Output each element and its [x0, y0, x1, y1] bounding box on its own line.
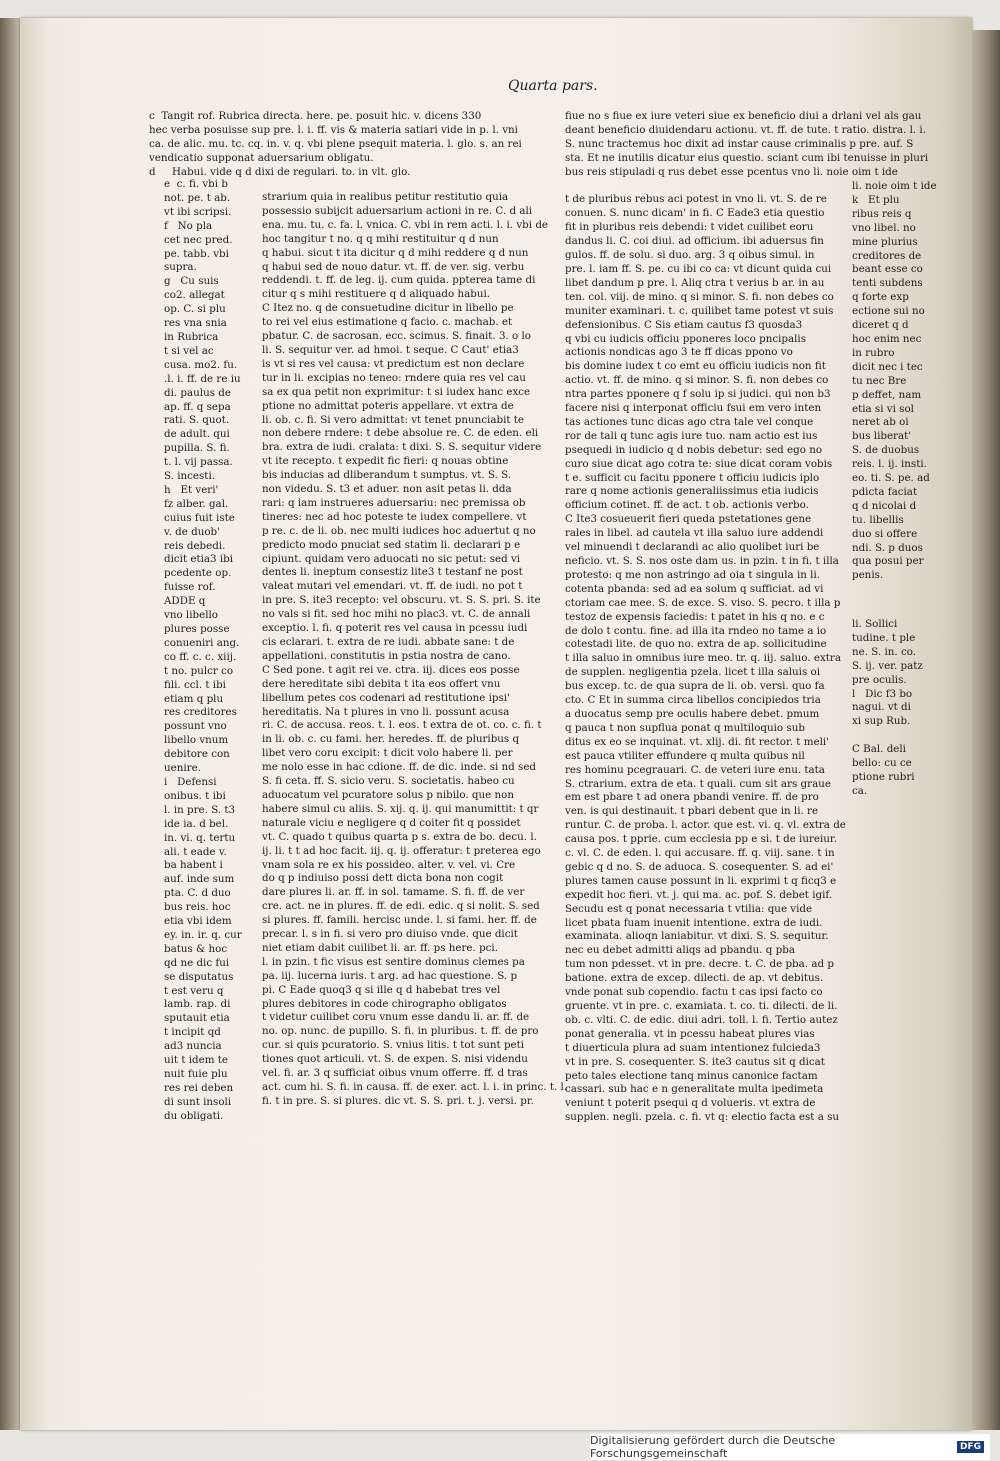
text-line: protesto: q me non astringo ad oia t singula in li.	[565, 568, 821, 581]
text-line: qd ne dic fui	[164, 956, 230, 969]
text-line: t e. sufficit cu facitu pponere t officiu iudicis iplo	[565, 471, 820, 484]
text-line: ij. li. t t ad hoc facit. iij. q. ij. offeratur: t preterea ego	[262, 844, 541, 857]
text-line: C Ite3 cosueuerit fieri queda pstetationes gene	[565, 513, 812, 526]
text-line: gebic q d no. S. de aduoca. S. cosequenter. S. ad ei'	[565, 860, 834, 873]
text-line: rare q nome actionis generaliissimus etia iudicis	[565, 485, 819, 498]
column1-top	[149, 110, 529, 180]
text-line: uit t idem te	[164, 1054, 228, 1067]
column2-text	[262, 191, 568, 1109]
text-line: testoz de expensis faciedis: t patet in his q no. e c	[565, 610, 825, 623]
text-line: muniter examinari. t. c. quilibet tame potest vt suis	[565, 304, 834, 317]
text-line: cto. C Et in summa circa libellos concipiedos tria	[565, 694, 821, 707]
text-line: ap. ff. q sepa	[164, 400, 231, 413]
text-line: ba habent i	[164, 859, 223, 872]
text-line: etia vbi idem	[164, 915, 232, 928]
text-line	[852, 1021, 960, 1035]
text-line: in Rubrica	[164, 330, 219, 343]
text-line: ide ia. d bel.	[164, 817, 229, 830]
text-line: ali. t eade v.	[164, 845, 227, 858]
text-line: ectione sui no	[852, 305, 925, 318]
text-line: res creditores	[164, 706, 237, 719]
text-line: ptione no admittat poteris appellare. vt extra de	[262, 399, 514, 412]
column4-gloss-upper	[852, 180, 960, 583]
text-line: tur in li. excipias no teneo: rndere quia res vel cau	[262, 371, 526, 384]
text-line: ne. S. in. co.	[852, 645, 917, 658]
text-line: tineres: nec ad hoc poteste te iudex compellere. vt	[262, 510, 527, 523]
text-line: plures debitores in code chirographo obligatos	[262, 997, 507, 1010]
text-line: d Habui. vide q d dixi de regulari. to. in vlt. glo.	[149, 165, 411, 178]
text-line: ven. is qui destinauit. t pbari debent que in li. re	[565, 805, 819, 818]
text-line: beant esse co	[852, 263, 923, 276]
text-line: in. vi. q. tertu	[164, 831, 236, 844]
text-line: t incipit qd	[164, 1026, 221, 1039]
text-line: li. noie oim t ide	[852, 180, 937, 192]
text-line: rari: q iam instrueres aduersariu: nec premissa ob	[262, 496, 526, 509]
text-line: ADDE q	[164, 595, 206, 608]
text-line: vel minuendi t declarandi ac alio quolibet iuri be	[565, 541, 820, 554]
text-line: Secudu est q ponat necessaria t vtilia: que vide	[565, 902, 813, 915]
text-line: a duocatus semp pre oculis habere debet. pmum	[565, 707, 820, 720]
text-line	[852, 1007, 960, 1021]
text-line: ptione rubri	[852, 770, 915, 783]
text-line: cuius fuit iste	[164, 511, 235, 524]
text-line: supplen. negli. pzela. c. fi. vt q: electio facta est a su	[565, 1111, 840, 1124]
text-line: tas actiones tunc dicas ago ctra tale vel conque	[565, 415, 814, 428]
text-line: tiones quot articuli. vt. S. de expen. S. nisi videndu	[262, 1053, 528, 1066]
text-line: possunt vno	[164, 720, 227, 733]
text-line: vno libel. no	[852, 221, 916, 234]
text-line: officium cotinet. ff. de act. t ob. actionis verbo.	[565, 499, 809, 512]
text-line	[852, 729, 960, 743]
text-line: me nolo esse in hac cdione. ff. de dic. inde. si nd sed	[262, 761, 537, 774]
text-line	[852, 924, 960, 938]
text-line: pe. tabb. vbi	[164, 247, 229, 260]
text-line: eo. ti. S. pe. ad	[852, 472, 930, 485]
text-line: batus & hoc	[164, 942, 228, 955]
text-line: hoc tangitur t no. q q mihi restituitur q d nun	[262, 232, 499, 245]
digitization-credit	[590, 1434, 990, 1460]
text-line: C Sed pone. t agit rei ve. ctra. iij. dices eos posse	[262, 663, 520, 676]
text-line	[852, 813, 960, 827]
text-line: cipiunt. quidam vero aduocati no sic petut: sed vi	[262, 552, 521, 565]
text-line: bus reis. hoc	[164, 901, 231, 914]
text-line: vendicatio supponat aduersarium obligatu.	[149, 151, 374, 164]
text-line: sa ex qua petit non exprimitur: t si iudex hanc exce	[262, 385, 531, 398]
text-line: ponat generalia. vt in pcessu habeat plures vias	[565, 1027, 815, 1040]
text-line: tum non pdesset. vt in pre. decre. t. C. de pba. ad p	[565, 958, 834, 971]
text-line	[852, 980, 960, 994]
text-line: onibus. t ibi	[164, 789, 226, 802]
text-line: cotenta pbanda: sed ad ea solum q sufficiat. ad vi	[565, 582, 824, 595]
text-line: ribus reis q	[852, 207, 912, 220]
text-line: bus reis stipuladi q rus debet esse pcentus vno li. noie oim t ide	[565, 165, 898, 178]
text-line: c Tangit rof. Rubrica directa. here. pe. posuit hic. v. dicens 330	[149, 110, 482, 122]
text-line: t no. pulcr co	[164, 664, 234, 677]
text-line: xi sup Rub.	[852, 715, 911, 728]
text-line: vt. C. quado t quibus quarta p s. extra de bo. decu. l.	[262, 830, 537, 843]
text-line: g Cu suis	[164, 275, 219, 288]
text-line: f No pla	[164, 219, 213, 232]
text-line: ey. in. ir. q. cur	[164, 928, 242, 941]
text-line: bra. extra de iudi. cralata: t dixi. S. S. sequitur videre	[262, 441, 542, 454]
text-line: ten. col. viij. de mino. q si minor. S. fi. non debes co	[565, 290, 834, 303]
text-line: ob. c. vlti. C. de edic. diui adri. toll. l. fi. Tertio autez	[565, 1013, 838, 1026]
text-line: dicit nec i tec	[852, 360, 923, 373]
text-line: pta. C. d duo	[164, 887, 231, 900]
text-line: in rubro	[852, 346, 895, 359]
text-line: dicit etia3 ibi	[164, 553, 234, 566]
text-line: act. cum hi. S. fi. in causa. ff. de exer. act. l. i. in princ. t. l.	[262, 1081, 568, 1093]
text-line: libet dandum p pre. l. Aliq ctra t verius b ar. in au	[565, 276, 825, 289]
text-line: p deffet, nam	[852, 388, 922, 401]
text-line: ri. C. de accusa. reos. t. l. eos. t extra de ot. co. c. fi. t	[262, 719, 542, 732]
text-line: t. l. vij passa.	[164, 456, 233, 469]
text-line: k Et plu	[852, 193, 900, 206]
text-line	[852, 1077, 960, 1091]
text-line: v. de duob'	[164, 525, 220, 538]
text-line: q pauca t non supflua ponat q multiloquio sub	[565, 721, 805, 734]
text-line: C Itez no. q de consuetudine dicitur in libello pe	[262, 302, 514, 315]
text-line: res rei deben	[164, 1081, 234, 1094]
text-line: fili. ccl. t ibi	[164, 678, 226, 691]
text-line	[565, 180, 845, 194]
text-line: fz alber. gal.	[164, 497, 229, 510]
text-line: qua posui per	[852, 555, 924, 568]
text-line: causa pos. t pprie. cum ecclesia pp e si. t de iureiur.	[565, 833, 837, 846]
text-line: to rei vel eius estimatione q facio. c. machab. et	[262, 316, 513, 329]
text-line: facere nisi q interponat officiu fsui em vero inten	[565, 402, 822, 415]
text-line: q vbi cu iudicis officiu pponeres loco pncipalis	[565, 332, 807, 345]
text-line: dare plures li. ar. ff. in sol. tamame. S. fi. ff. de ver	[262, 886, 525, 899]
text-line: valeat mutari vel emendari. vt. ff. de iudi. no pot t	[262, 580, 523, 593]
page-edge	[972, 30, 1000, 1430]
text-line: cre. act. ne in plures. ff. de edi. edic. q si nolit. S. sed	[262, 900, 540, 913]
text-line: pre. l. iam ff. S. pe. cu ibi co ca: vt dicunt quida cui	[565, 262, 832, 275]
text-line: in li. ob. c. cu fami. her. heredes. ff. de pluribus q	[262, 733, 520, 746]
text-line: est pauca vtiliter effundere q multa quibus nil	[565, 749, 805, 762]
text-line: hec verba posuisse sup pre. l. i. ff. vis & materia satiari vide in p. l. vni	[149, 123, 518, 136]
text-line: op. C. si plu	[164, 303, 226, 316]
text-line: fuisse rof.	[164, 581, 216, 594]
text-line: gulos. ff. de solu. si duo. arg. 3 q oibus simul. in	[565, 249, 815, 262]
text-line: libellum petes cos codenari ad restitutione ipsi'	[262, 691, 510, 704]
text-line: bis inducias ad dliberandum t sumptus. vt. S. S.	[262, 469, 512, 482]
text-line: vt in pre. S. cosequenter. S. ite3 cautus sit q dicat	[565, 1055, 825, 1068]
text-line: actio. vt. ff. de mino. q si minor. S. fi. non debes co	[565, 374, 829, 387]
text-line: li. S. sequitur ver. ad hmoi. t seque. C Caut' etia3	[262, 343, 519, 356]
text-line: defensionibus. C Sis etiam cautus f3 quosda3	[565, 318, 803, 331]
text-line: co ff. c. c. xiij.	[164, 650, 237, 663]
credit-text: Digitalisierung gefördert durch die Deutsche Forschungsgemeinschaft	[590, 1434, 836, 1460]
text-line: etia si vi sol	[852, 402, 914, 415]
text-line: ca. de alic. mu. tc. cq. in. v. q. vbi plene psequit materia. l. glo. s. an rei	[149, 137, 522, 150]
text-line	[852, 896, 960, 910]
text-line: naturale viciu e negligere q d coiter fit q possidet	[262, 816, 521, 829]
text-line: S. nunc tractemus hoc dixit ad instar cause criminalis p pre. auf. S	[565, 137, 914, 150]
text-line: S. de duobus	[852, 444, 920, 457]
text-line: reis. l. ij. insti.	[852, 458, 927, 471]
text-line: tudine. t ple	[852, 631, 916, 644]
text-line: nec eu debet admitti aliqs ad pbandu. q pba	[565, 944, 795, 957]
text-line: S. incesti.	[164, 470, 216, 483]
text-line: de dolo t contu. fine. ad illa ita rndeo no tame a io	[565, 624, 827, 637]
text-line: pi. C Eade quoq3 q si ille q d habebat tres vel	[262, 983, 501, 996]
text-line: runtur. C. de proba. l. actor. que est. vi. q. vl. extra de	[565, 819, 846, 832]
text-line: e c. fi. vbi b	[164, 178, 228, 190]
text-line: rati. S. quot.	[164, 414, 230, 427]
text-line: conuen. S. nunc dicam' in fi. C Eade3 etia questio	[565, 207, 825, 220]
text-line	[852, 854, 960, 868]
text-line: hereditatis. Na t plures in vno li. possunt acusa	[262, 705, 510, 718]
text-line: bus excep. tc. de qua supra de li. ob. versi. quo fa	[565, 680, 825, 693]
text-line: niet etiam dabit cuilibet li. ar. ff. ps here. pci.	[262, 941, 498, 954]
text-line: l. in pre. S. t3	[164, 803, 236, 816]
text-line: exceptio. l. fi. q poterit res vel causa in pcessu iudi	[262, 622, 528, 635]
text-line: non debere rndere: t debe absolue re. C. de eden. eli	[262, 427, 539, 440]
text-line: pre oculis.	[852, 673, 907, 686]
text-line: ditus ex eo se inquinat. vt. xlij. di. fit rector. t meli'	[565, 735, 829, 748]
text-line	[852, 841, 960, 855]
text-line: neret ab oi	[852, 416, 909, 429]
text-line: fiue no s fiue ex iure veteri siue ex beneficio diui a drlani vel als gau	[565, 110, 922, 122]
text-line: .l. i. ff. de re iu	[164, 372, 241, 385]
text-line: C Bal. deli	[852, 743, 906, 756]
text-line: em est pbare t ad onera pbandi venire. ff. de pro	[565, 791, 819, 804]
text-line: li. ob. c. fi. Si vero admittat: vt tenet pnunciabit te	[262, 413, 525, 426]
text-line: t diuerticula plura ad suam intentionez fulcieda3	[565, 1041, 821, 1054]
text-line: mine plurius	[852, 235, 918, 248]
text-line	[852, 1063, 960, 1077]
text-line: ctoriam cae mee. S. de exce. S. viso. S. pecro. t illa p	[565, 596, 841, 609]
text-line: S. ij. ver. patz	[852, 659, 923, 672]
text-line: not. pe. t ab.	[164, 191, 231, 204]
text-line: tenti subdens	[852, 277, 923, 290]
text-line: bello: cu ce	[852, 757, 912, 770]
text-line: conueniri ang.	[164, 636, 240, 649]
text-line: lamb. rap. di	[164, 998, 231, 1011]
text-line: do q p indiuiso possi dett dicta bona non cogit	[262, 872, 504, 885]
text-line: pupilla. S. fi.	[164, 442, 230, 455]
text-line: peto tales electione tanq minus canonice factam	[565, 1069, 818, 1082]
text-line: di. paulus de	[164, 386, 231, 399]
text-line: vel. fi. ar. 3 q sufficiat oibus vnum offerre. ff. d tras	[262, 1067, 528, 1080]
text-line: du obligati.	[164, 1109, 224, 1122]
column1-gloss	[164, 178, 250, 1124]
text-line: no. op. nunc. de pupillo. S. fi. in pluribus. t. ff. de pro	[262, 1025, 539, 1038]
text-line: licet pbata fuam inuenit intentione. extra de iudi.	[565, 916, 823, 929]
text-line: q habui. sicut t ita dicitur q d mihi reddere q d nun	[262, 246, 529, 259]
text-line: is vt si res vel causa: vt predictum est non declare	[262, 357, 525, 370]
text-line	[852, 1091, 960, 1105]
text-line: nuit fuie plu	[164, 1068, 228, 1080]
text-line: de supplen. negligentia pzela. licet t illa saluis oi	[565, 666, 821, 679]
text-line	[852, 1035, 960, 1049]
text-line: strarium quia in realibus petitur restitutio quia	[262, 191, 509, 203]
text-line: auf. inde sum	[164, 873, 235, 886]
text-line: ntra partes pponere q f solu ip si judici. qui non b3	[565, 388, 831, 401]
text-line: expedit hoc fieri. vt. j. qui ma. ac. pof. S. debet igif.	[565, 888, 833, 901]
text-line: no vals si fit. sed hoc mihi no plac3. vt. C. de annali	[262, 608, 531, 621]
text-line: S. ctrarium. extra de eta. t quali. cum sit ars graue	[565, 777, 831, 790]
text-line: bus liberat'	[852, 430, 912, 443]
running-head: Quarta pars.	[508, 78, 598, 94]
text-line: t est veru q	[164, 984, 224, 997]
text-line: res hominu pcegrauari. C. de veteri iure enu. tata	[565, 763, 825, 776]
text-line: plures tamen cause possunt in li. exprimi t q ficq3 e	[565, 874, 837, 887]
text-line: ndi. S. p duos	[852, 541, 923, 554]
text-line: dandus li. C. coi diui. ad officium. ibi aduersus fin	[565, 235, 824, 248]
text-line: curo siue dicat ago cotra te: siue dicat coram vobis	[565, 457, 833, 470]
text-line: etiam q plu	[164, 692, 224, 705]
text-line: sta. Et ne inutilis dicatur eius questio. sciant cum ibi tenuisse in pluri	[565, 151, 929, 164]
text-line: hoc enim nec	[852, 332, 922, 345]
text-line: rales in libel. ad cautela vt illa saluo iure addendi	[565, 527, 824, 540]
text-line: tu. libellis	[852, 513, 904, 526]
text-line: cusa. mo2. fu.	[164, 358, 238, 371]
text-line: diceret q d	[852, 319, 909, 332]
text-line	[852, 910, 960, 924]
text-line: h Et veri'	[164, 483, 219, 496]
text-line: i Defensi	[164, 775, 217, 788]
text-line: tu nec Bre	[852, 374, 907, 387]
text-line	[852, 882, 960, 896]
text-line: fi. t in pre. S. si plures. dic vt. S. S. pri. t. j. versi. pr.	[262, 1094, 534, 1107]
text-line: penis.	[852, 569, 884, 582]
text-line: t si vel ac	[164, 344, 214, 357]
text-line: gruente. vt in pre. c. examiata. t. co. ti. dilecti. de li.	[565, 1000, 838, 1012]
text-line: bis domine iudex t co emt eu officiu iudicis non fit	[565, 360, 826, 373]
text-line: examinata. alioqn laniabitur. vt dixi. S. S. sequitur.	[565, 930, 829, 943]
text-line	[852, 799, 960, 813]
text-line: si plures. ff. famili. hercisc unde. l. si fami. her. ff. de	[262, 914, 537, 927]
text-line: de adult. qui	[164, 428, 230, 441]
text-line	[852, 827, 960, 841]
text-line: di sunt insoli	[164, 1095, 232, 1108]
text-line: ad3 nuncia	[164, 1040, 222, 1053]
text-line: cotestadi lite. de quo no. extra de ap. sollicitudine	[565, 638, 827, 651]
text-line: pdicta faciat	[852, 485, 918, 498]
text-line: q forte exp	[852, 291, 909, 304]
text-line: l. in pzin. t fic visus est sentire dominus clemes pa	[262, 955, 525, 968]
text-line: plures posse	[164, 623, 230, 635]
text-line	[852, 1049, 960, 1063]
text-line	[852, 952, 960, 966]
column4-gloss-lower	[852, 618, 960, 1105]
text-line: t illa saluo in omnibus iure meo. tr. q. iij. saluo. extra	[565, 652, 841, 665]
text-line: res vna snia	[164, 317, 227, 330]
text-line	[852, 993, 960, 1007]
text-line: ena. mu. tu. c. fa. l. vnica. C. vbi in rem acti. l. i. vbi de	[262, 218, 549, 231]
text-line: cassari. sub hac e n generalitate multa ipedimeta	[565, 1083, 824, 1096]
text-line: fit in pluribus reis debendi: t videt cuilibet eoru	[565, 221, 814, 234]
text-line: cur. si quis pcuratorio. S. vnius litis. t tot sunt peti	[262, 1039, 525, 1052]
text-line: veniunt t poterit psequi q d volueris. vt extra de	[565, 1097, 816, 1110]
text-line: non videdu. S. t3 et aduer. non asit petas li. dda	[262, 483, 512, 496]
text-line: citur q s mihi restituere q d aliquado habui.	[262, 288, 491, 301]
text-line: sputauit etia	[164, 1012, 230, 1025]
text-line: uenire.	[164, 762, 201, 775]
text-line: libello vnum	[164, 734, 229, 747]
text-line: debitore con	[164, 748, 230, 761]
text-line: creditores de	[852, 249, 922, 262]
book-spine	[0, 18, 22, 1430]
text-line: reddendi. t. ff. de leg. ij. cum quida. ppterea tame di	[262, 274, 536, 287]
text-line: cet nec pred.	[164, 233, 233, 246]
dfg-logo: DFG	[957, 1441, 984, 1453]
text-line: vno libello	[164, 609, 218, 622]
text-line: in pre. S. ite3 recepto: vel obscuru. vt. S. S. pri. S. ite	[262, 594, 541, 607]
text-line: duo si offere	[852, 527, 918, 540]
text-line: neficio. vt. S. S. nos oste dam us. in pzin. t in fi. t illa	[565, 555, 839, 567]
text-line: ror de tali q tunc agis iure tuo. nam actio est ius	[565, 429, 818, 442]
text-line: batione. extra de excep. dilecti. de ap. vt debitus.	[565, 972, 824, 985]
text-line: l Dic f3 bo	[852, 687, 913, 700]
text-line: dere hereditate sibi debita t ita eos offert vnu	[262, 677, 501, 690]
text-line: pa. iij. lucerna iuris. t arg. ad hac questione. S. p	[262, 969, 518, 982]
text-line	[852, 966, 960, 980]
text-line: se disputatus	[164, 970, 234, 983]
text-line: supra.	[164, 261, 197, 274]
text-line: reis debedi.	[164, 539, 226, 552]
text-line: q d nicolai d	[852, 499, 917, 512]
text-line: precar. l. s in fi. si vero pro diuiso vnde. que dicit	[262, 928, 518, 941]
text-line: psequedi in iudicio q d nobis debetur: sed ego no	[565, 443, 823, 456]
text-line: t videtur cuilibet coru vnum esse dandu li. ar. ff. de	[262, 1011, 530, 1024]
text-line: vnam sola re ex his possideo. alter. v. vel. vi. Cre	[262, 858, 516, 871]
text-line: possessio subijcit aduersarium actioni in re. C. d ali	[262, 204, 533, 217]
text-line: dentes li. ineptum consestiz lite3 t testanf ne post	[262, 566, 523, 579]
text-line: libet vero coru excipit: t dicit volo habere li. per	[262, 747, 513, 760]
text-line: cis eclarari. t. extra de re iudi. abbate sane: t de	[262, 636, 515, 648]
text-line: aduocatum vel pcuratore solus p nibilo. que non	[262, 788, 514, 801]
text-line: nagui. vt di	[852, 701, 911, 714]
text-line: t de pluribus rebus aci potest in vno li. vt. S. de re	[565, 193, 827, 206]
text-line: co2. allegat	[164, 289, 225, 302]
text-line: vt ite recepto. t expedit fic fieri: q nouas obtine	[262, 455, 509, 468]
text-line: habere simul cu aliis. S. xij. q. ij. qui manumittit: t qr	[262, 802, 539, 815]
text-line	[852, 868, 960, 882]
text-line: vnde ponat sub copendio. factu t cas ipsi facto co	[565, 986, 823, 999]
text-line: appellationi. constitutis in pstia nostra de cano.	[262, 649, 511, 662]
text-line: actionis nondicas ago 3 te ff dicas ppono vo	[565, 346, 793, 359]
text-line: predicto modo pnuciat sed statim li. declarari p e	[262, 538, 521, 551]
text-line: pbatur. C. de sacrosan. ecc. scimus. S. finait. 3. o lo	[262, 330, 532, 343]
text-line: pcedente op.	[164, 567, 232, 580]
text-line: ca.	[852, 784, 868, 797]
text-line: q habui sed de nouo datur. vt. ff. de ver. sig. verbu	[262, 260, 525, 273]
text-line: deant beneficio diuidendaru actionu. vt. ff. de tute. t ratio. distra. l. i.	[565, 123, 926, 136]
text-line: c. vl. C. de eden. l. qui accusare. ff. q. viij. sane. t in	[565, 847, 835, 860]
text-line: p re. c. de li. ob. nec multi iudices hoc aduertut q no	[262, 524, 536, 537]
text-line: S. fi ceta. ff. S. sicio veru. S. societatis. habeo cu	[262, 775, 515, 788]
text-line: vt ibi scripsi.	[164, 205, 232, 218]
text-line: li. Sollici	[852, 618, 898, 630]
text-line	[852, 938, 960, 952]
